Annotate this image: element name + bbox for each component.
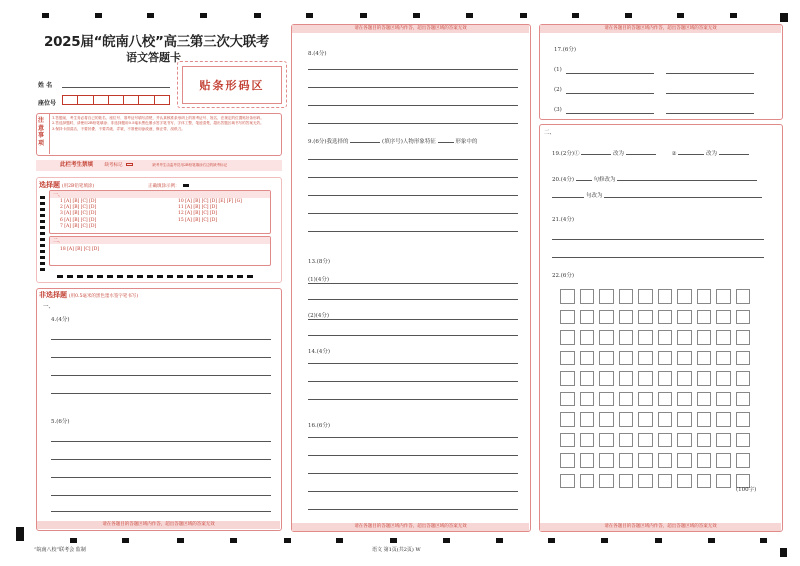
answer-row[interactable]: 6 [A] [B] [C] [D] bbox=[60, 217, 97, 223]
q9-end-text: 形象中的 bbox=[455, 139, 478, 145]
footer-left: “皖南八校”联考会 监制 bbox=[34, 547, 86, 553]
grid-cell[interactable] bbox=[638, 371, 653, 386]
grid-cell[interactable] bbox=[677, 310, 692, 325]
absent-label: 此栏考生禁填 bbox=[60, 162, 94, 168]
grid-cell[interactable] bbox=[658, 392, 673, 407]
answer-line[interactable] bbox=[552, 257, 764, 258]
section-two-label: 二、 bbox=[50, 237, 270, 244]
q9-blank[interactable] bbox=[350, 142, 380, 143]
answer-row[interactable]: 18 [A] [B] [C] [D] bbox=[60, 247, 100, 252]
answer-row[interactable]: 15 [A] [B] [C] [D] bbox=[178, 217, 218, 223]
grid-cell[interactable] bbox=[716, 289, 731, 304]
grid-cell[interactable] bbox=[619, 392, 634, 407]
answer-line[interactable] bbox=[666, 73, 754, 74]
seat-label: 座位号 bbox=[38, 100, 57, 107]
grid-cell[interactable] bbox=[580, 392, 595, 407]
grid-cell[interactable] bbox=[560, 474, 575, 489]
grid-cell[interactable] bbox=[560, 330, 575, 345]
grid-cell[interactable] bbox=[736, 310, 751, 325]
grid-cell[interactable] bbox=[580, 433, 595, 448]
nonchoice-subtitle: (用0.5毫米的黑色墨水签字笔书写) bbox=[68, 294, 139, 299]
grid-cell[interactable] bbox=[619, 412, 634, 427]
grid-cell[interactable] bbox=[697, 310, 712, 325]
grid-cell[interactable] bbox=[560, 433, 575, 448]
grid-cell[interactable] bbox=[658, 289, 673, 304]
grid-cell[interactable] bbox=[736, 453, 751, 468]
grid-cell[interactable] bbox=[560, 289, 575, 304]
grid-cell[interactable] bbox=[658, 351, 673, 366]
grid-cell[interactable] bbox=[638, 433, 653, 448]
answer-area-two bbox=[49, 236, 271, 266]
card-title: 2025届“皖南八校”高三第三次大联考 bbox=[44, 34, 270, 50]
grid-cell[interactable] bbox=[560, 371, 575, 386]
grid-cell[interactable] bbox=[677, 330, 692, 345]
grid-cell[interactable] bbox=[716, 412, 731, 427]
answer-line[interactable] bbox=[566, 73, 654, 74]
grid-cell[interactable] bbox=[599, 371, 614, 386]
grid-cell[interactable] bbox=[736, 351, 751, 366]
question-22-label: 22.(6分) bbox=[552, 273, 575, 279]
q9-text: 9.(6分)我选择的 bbox=[308, 139, 349, 145]
answer-line[interactable] bbox=[308, 473, 518, 474]
grid-cell[interactable] bbox=[697, 453, 712, 468]
section-label: 二、 bbox=[544, 130, 556, 136]
q20-blank-1[interactable] bbox=[576, 180, 592, 181]
grid-cell[interactable] bbox=[599, 453, 614, 468]
grid-cell[interactable] bbox=[658, 310, 673, 325]
grid-cell[interactable] bbox=[677, 474, 692, 489]
question-19-label bbox=[552, 149, 749, 157]
answer-line[interactable] bbox=[51, 441, 271, 442]
answer-row[interactable]: 11 [A] [B] [C] [D] bbox=[178, 205, 218, 211]
answer-line[interactable] bbox=[51, 495, 271, 496]
notice-side-label: 注意事项 bbox=[38, 117, 45, 147]
grid-cell[interactable] bbox=[736, 392, 751, 407]
answer-row[interactable]: 7 [A] [B] [C] [D] bbox=[60, 223, 97, 229]
answer-line[interactable] bbox=[308, 455, 518, 456]
grid-cell[interactable] bbox=[638, 412, 653, 427]
grid-cell[interactable] bbox=[619, 289, 634, 304]
answer-line[interactable] bbox=[308, 105, 518, 106]
grid-cell[interactable] bbox=[580, 310, 595, 325]
grid-cell[interactable] bbox=[677, 371, 692, 386]
grid-cell[interactable] bbox=[716, 474, 731, 489]
answer-row[interactable]: 2 [A] [B] [C] [D] bbox=[60, 205, 97, 211]
nonchoice-panel bbox=[36, 288, 282, 531]
grid-cell[interactable] bbox=[619, 330, 634, 345]
question-17-label: 17.(6分) bbox=[554, 47, 577, 53]
grid-cell[interactable] bbox=[736, 330, 751, 345]
question-9-label bbox=[308, 137, 477, 145]
answer-line[interactable] bbox=[308, 399, 518, 400]
absent-note: 缺考考生由监考员用2B铅笔填涂右边的缺考标记 bbox=[152, 163, 228, 167]
grid-cell[interactable] bbox=[658, 474, 673, 489]
grid-cell[interactable] bbox=[716, 453, 731, 468]
answer-line[interactable] bbox=[566, 113, 654, 114]
fill-example-mark bbox=[183, 184, 189, 187]
question-21-label: 21.(4分) bbox=[552, 217, 575, 223]
barcode-label: 贴条形码区 bbox=[199, 78, 265, 92]
answer-row[interactable]: 12 [A] [B] [C] [D] bbox=[178, 211, 218, 217]
grid-cell[interactable] bbox=[736, 412, 751, 427]
answer-line[interactable] bbox=[308, 195, 518, 196]
answer-line[interactable] bbox=[308, 177, 518, 178]
absent-mark-label: 缺考标记 bbox=[104, 163, 123, 168]
answer-line[interactable] bbox=[51, 339, 271, 340]
grid-cell[interactable] bbox=[716, 433, 731, 448]
q19-change-1: 改为 bbox=[613, 151, 625, 157]
notice-item: 2.答选择题时，请使用2B铅笔填涂；非选择题用0.5毫米黑色墨水签字笔书写，字体工整，笔迹清楚，超出答题区域书写的答案无效。 bbox=[52, 121, 264, 126]
answer-line[interactable] bbox=[51, 477, 271, 478]
grid-cell[interactable] bbox=[658, 371, 673, 386]
grid-cell[interactable] bbox=[697, 371, 712, 386]
grid-cell[interactable] bbox=[619, 474, 634, 489]
grid-cell[interactable] bbox=[716, 392, 731, 407]
grid-cell[interactable] bbox=[736, 371, 751, 386]
grid-cell[interactable] bbox=[619, 453, 634, 468]
grid-cell[interactable] bbox=[658, 453, 673, 468]
notice-item: 1.答题前，考生务必将自己的姓名、座位号、准考证号填写清楚，并认真核准条形码上的准考证号、姓名，在规定的位置贴好条形码。 bbox=[52, 116, 264, 120]
middle-panel bbox=[291, 24, 531, 532]
grid-cell[interactable] bbox=[599, 310, 614, 325]
question-20-label bbox=[552, 175, 757, 183]
grid-cell[interactable] bbox=[560, 392, 575, 407]
question-13-1-label: (1)(4分) bbox=[308, 277, 330, 283]
question-5-label: 5.(6分) bbox=[51, 419, 70, 425]
grid-cell[interactable] bbox=[638, 289, 653, 304]
warning-bar: 请在各题目的答题区域内作答，超出答题区域的答案无效 bbox=[292, 523, 529, 531]
fill-example: 正确填涂示例： bbox=[148, 184, 180, 189]
choice-panel bbox=[36, 177, 282, 283]
nonchoice-title: 非选择题 bbox=[39, 290, 67, 299]
composition-grid[interactable] bbox=[560, 289, 750, 488]
answer-line[interactable] bbox=[666, 93, 754, 94]
q9-mid-text: (填序号)人物形象特征 bbox=[382, 139, 436, 145]
grid-cell[interactable] bbox=[697, 330, 712, 345]
section-one-label: 一、 bbox=[50, 191, 270, 198]
section-label: 一、 bbox=[43, 304, 55, 310]
answer-line[interactable] bbox=[308, 299, 518, 300]
grid-cell[interactable] bbox=[580, 474, 595, 489]
question-13-label: 13.(8分) bbox=[308, 259, 331, 265]
grid-cell[interactable] bbox=[677, 289, 692, 304]
answer-line[interactable] bbox=[552, 239, 764, 240]
name-field[interactable] bbox=[62, 87, 170, 88]
grid-cell[interactable] bbox=[599, 289, 614, 304]
grid-cell[interactable] bbox=[716, 351, 731, 366]
grid-cell[interactable] bbox=[638, 453, 653, 468]
q20-blank-2[interactable] bbox=[617, 180, 757, 181]
question-14-label: 14.(4分) bbox=[308, 349, 331, 355]
absent-mark-box[interactable] bbox=[126, 163, 133, 166]
question-4-label: 4.(4分) bbox=[51, 317, 70, 323]
grid-cell[interactable] bbox=[697, 392, 712, 407]
word-count-label: (100字) bbox=[736, 487, 757, 493]
grid-cell[interactable] bbox=[638, 330, 653, 345]
grid-cell[interactable] bbox=[638, 351, 653, 366]
grid-cell[interactable] bbox=[716, 310, 731, 325]
grid-cell[interactable] bbox=[658, 433, 673, 448]
seat-number-boxes[interactable] bbox=[62, 95, 170, 105]
grid-cell[interactable] bbox=[736, 289, 751, 304]
grid-cell[interactable] bbox=[619, 371, 634, 386]
answer-line[interactable] bbox=[308, 509, 518, 510]
q19-blank-3[interactable] bbox=[678, 154, 704, 155]
answer-line[interactable] bbox=[566, 93, 654, 94]
grid-cell[interactable] bbox=[560, 310, 575, 325]
question-13-2-label: (2)(4分) bbox=[308, 313, 330, 319]
answer-line[interactable] bbox=[51, 511, 271, 512]
answer-line[interactable] bbox=[51, 459, 271, 460]
answer-row[interactable]: 3 [A] [B] [C] [D] bbox=[60, 211, 97, 217]
grid-cell[interactable] bbox=[638, 392, 653, 407]
q19-two: ② bbox=[671, 151, 677, 157]
answer-line[interactable] bbox=[552, 197, 584, 198]
notice-box bbox=[36, 113, 282, 156]
q20-change-label: 句改为 bbox=[586, 193, 603, 199]
footer-center: 语文 第1页(共2页) W bbox=[372, 547, 421, 553]
q20-text: 20.(4分) bbox=[552, 177, 575, 183]
grid-cell[interactable] bbox=[638, 310, 653, 325]
q17-3-label: (3) bbox=[554, 107, 562, 113]
answer-line[interactable] bbox=[308, 123, 518, 124]
right-bottom-panel bbox=[539, 124, 783, 532]
grid-cell[interactable] bbox=[599, 330, 614, 345]
grid-cell[interactable] bbox=[697, 433, 712, 448]
grid-cell[interactable] bbox=[677, 453, 692, 468]
answer-line[interactable] bbox=[666, 113, 754, 114]
grid-cell[interactable] bbox=[580, 289, 595, 304]
grid-cell[interactable] bbox=[580, 330, 595, 345]
q9-blank-2[interactable] bbox=[438, 142, 454, 143]
grid-cell[interactable] bbox=[658, 412, 673, 427]
grid-cell[interactable] bbox=[638, 474, 653, 489]
grid-cell[interactable] bbox=[560, 351, 575, 366]
answer-line[interactable] bbox=[308, 319, 518, 320]
q19-text: 19.(2分)① bbox=[552, 151, 580, 157]
grid-cell[interactable] bbox=[560, 412, 575, 427]
choice-subtitle: (用2B铅笔填涂) bbox=[61, 184, 95, 189]
grid-cell[interactable] bbox=[677, 433, 692, 448]
answer-row[interactable]: 1 [A] [B] [C] [D] bbox=[60, 199, 97, 204]
barcode-area bbox=[177, 61, 287, 108]
answer-line[interactable] bbox=[308, 381, 518, 382]
right-top-panel bbox=[539, 24, 783, 120]
grid-cell[interactable] bbox=[716, 330, 731, 345]
question-16-label: 16.(6分) bbox=[308, 423, 331, 429]
grid-cell[interactable] bbox=[716, 371, 731, 386]
answer-line[interactable] bbox=[308, 283, 518, 284]
grid-cell[interactable] bbox=[599, 351, 614, 366]
q19-blank-4[interactable] bbox=[719, 154, 749, 155]
grid-cell[interactable] bbox=[619, 351, 634, 366]
answer-area-one bbox=[49, 190, 271, 234]
warning-bar: 请在各题目的答题区域内作答，超出答题区域的答案无效 bbox=[540, 25, 781, 33]
answer-line[interactable] bbox=[308, 87, 518, 88]
answer-line[interactable] bbox=[308, 491, 518, 492]
grid-cell[interactable] bbox=[677, 412, 692, 427]
grid-cell[interactable] bbox=[697, 289, 712, 304]
answer-line[interactable] bbox=[308, 213, 518, 214]
q19-blank-2[interactable] bbox=[626, 154, 656, 155]
answer-line[interactable] bbox=[308, 69, 518, 70]
warning-bar: 请在各题目的答题区域内作答，超出答题区域的答案无效 bbox=[292, 25, 529, 33]
answer-line[interactable] bbox=[308, 437, 518, 438]
name-label: 姓 名 bbox=[38, 82, 53, 89]
grid-cell[interactable] bbox=[697, 412, 712, 427]
answer-line[interactable] bbox=[308, 363, 518, 364]
grid-cell[interactable] bbox=[560, 453, 575, 468]
q17-1-label: (1) bbox=[554, 67, 562, 73]
grid-cell[interactable] bbox=[580, 453, 595, 468]
grid-cell[interactable] bbox=[599, 412, 614, 427]
question-8-label: 8.(4分) bbox=[308, 51, 327, 57]
warning-bar: 请在各题目的答题区域内作答，超出答题区域的答案无效 bbox=[37, 521, 280, 529]
answer-line[interactable] bbox=[604, 197, 762, 198]
choice-title: 选择题 bbox=[39, 180, 60, 189]
grid-cell[interactable] bbox=[697, 351, 712, 366]
notice-item: 3.保持卡面清洁，不要折叠、不要弄破、弄皱，不准使用涂改液、修正带、刮纸刀。 bbox=[52, 126, 185, 131]
absent-bar bbox=[36, 160, 282, 171]
answer-line[interactable] bbox=[51, 357, 271, 358]
answer-row[interactable]: 10 [A] [B] [C] [D] [E] [F] [G] bbox=[178, 199, 242, 204]
grid-cell[interactable] bbox=[599, 392, 614, 407]
q19-change-2: 改为 bbox=[706, 151, 718, 157]
grid-cell[interactable] bbox=[580, 412, 595, 427]
q19-blank-1[interactable] bbox=[581, 154, 611, 155]
answer-line[interactable] bbox=[308, 159, 518, 160]
grid-cell[interactable] bbox=[658, 330, 673, 345]
card-subtitle: 语文答题卡 bbox=[126, 51, 181, 64]
answer-line[interactable] bbox=[51, 375, 271, 376]
warning-bar: 请在各题目的答题区域内作答，超出答题区域的答案无效 bbox=[540, 523, 781, 531]
grid-cell[interactable] bbox=[677, 392, 692, 407]
q20-modify: 句修改为 bbox=[593, 177, 616, 183]
grid-cell[interactable] bbox=[619, 310, 634, 325]
answer-line[interactable] bbox=[51, 393, 271, 394]
answer-line[interactable] bbox=[308, 231, 518, 232]
grid-cell[interactable] bbox=[697, 474, 712, 489]
grid-cell[interactable] bbox=[580, 351, 595, 366]
grid-cell[interactable] bbox=[580, 371, 595, 386]
grid-cell[interactable] bbox=[599, 433, 614, 448]
q17-2-label: (2) bbox=[554, 87, 562, 93]
grid-cell[interactable] bbox=[599, 474, 614, 489]
answer-line[interactable] bbox=[308, 335, 518, 336]
grid-cell[interactable] bbox=[677, 351, 692, 366]
grid-cell[interactable] bbox=[619, 433, 634, 448]
grid-cell[interactable] bbox=[736, 433, 751, 448]
